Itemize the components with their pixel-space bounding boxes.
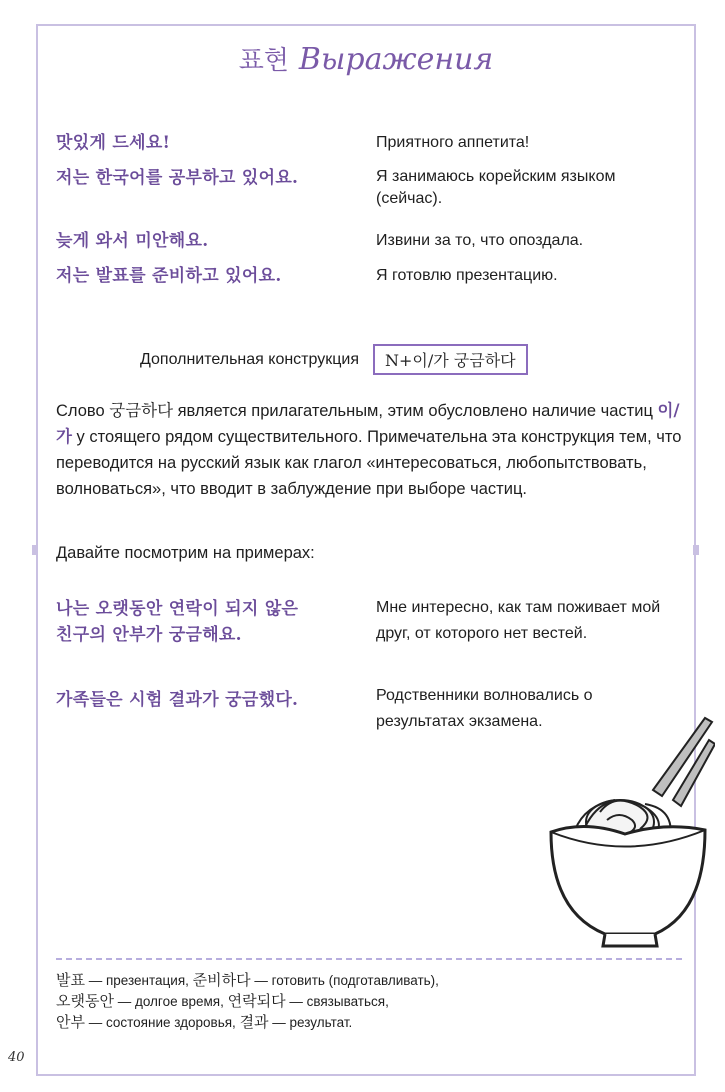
- vocab-term: 발표: [56, 971, 85, 989]
- phrase-ru: Приятного аппетита!: [376, 134, 530, 151]
- explanation-paragraph: [56, 398, 686, 502]
- vocab-term: 연락되다: [227, 992, 286, 1010]
- explanation-particles: 이/가: [56, 401, 680, 446]
- title-russian: Выражения: [298, 42, 494, 77]
- phrase-ko: 맛있게 드세요!: [56, 133, 171, 153]
- construction-line: [140, 344, 528, 375]
- explanation-text: является прилагательным, этим обусловлено наличие частиц: [173, 402, 658, 420]
- vocab-divider: [56, 958, 682, 960]
- frame-tick-right: [693, 545, 699, 555]
- vocab-term: 안부: [56, 1013, 85, 1031]
- vocab-def: — результат.: [268, 1015, 353, 1030]
- example-ko-line: 나는 오랫동안 연락이 되지 않은: [56, 599, 299, 619]
- construction-label: Дополнительная конструкция: [140, 350, 359, 368]
- vocab-def: — готовить (подготавливать),: [250, 973, 439, 988]
- vocab-term: 준비하다: [192, 971, 251, 989]
- example-ko-line: 친구의 안부가 궁금해요.: [56, 625, 242, 645]
- vocab-def: — состояние здоровья,: [84, 1015, 240, 1030]
- example-ru: Мне интересно, как там поживает мой друг, от которого нет вестей.: [376, 599, 661, 642]
- phrase-ru: Извини за то, что опоздала.: [376, 232, 584, 249]
- vocab-def: — презентация,: [84, 973, 193, 988]
- explanation-text: Слово: [56, 402, 110, 420]
- example-ko-line: 가족들은 시험 결과가 궁금했다.: [56, 690, 299, 710]
- construction-pattern-box: N+이/가 궁금하다: [373, 344, 528, 375]
- vocab-line: [56, 970, 686, 991]
- vocab-line: [56, 991, 686, 1012]
- example-ru: Родственники волновались о результатах экзамена.: [376, 687, 593, 730]
- vocabulary-list: [56, 970, 686, 1033]
- phrase-ko: 저는 한국어를 공부하고 있어요.: [56, 168, 299, 188]
- explanation-text: у стоящего рядом существительного. Примечательна эта конструкция тем, что переводится на русский язык как глагол «интересоваться, любопытствовать, волноваться», что вводит в заблуждение при выборе частиц.: [56, 428, 682, 498]
- vocab-def: — долгое время,: [113, 994, 228, 1009]
- examples-intro: Давайте посмотрим на примерах:: [56, 544, 315, 562]
- vocab-line: [56, 1012, 686, 1033]
- explanation-word: 궁금하다: [109, 401, 174, 420]
- vocab-def: — связываться,: [285, 994, 389, 1009]
- title-korean: 표현: [238, 46, 289, 76]
- phrase-ko: 저는 발표를 준비하고 있어요.: [56, 266, 282, 286]
- phrase-ko: 늦게 와서 미안해요.: [56, 231, 209, 251]
- vocab-term: 결과: [239, 1013, 269, 1031]
- page-number: 40: [8, 1050, 25, 1065]
- phrase-ru: Я готовлю презентацию.: [376, 267, 558, 284]
- vocab-term: 오랫동안: [56, 992, 114, 1010]
- page-title: [36, 40, 696, 77]
- frame-tick-left: [32, 545, 38, 555]
- phrase-ru: Я занимаюсь корейским языком (сейчас).: [376, 168, 616, 207]
- noodle-bowl-icon: [545, 712, 715, 962]
